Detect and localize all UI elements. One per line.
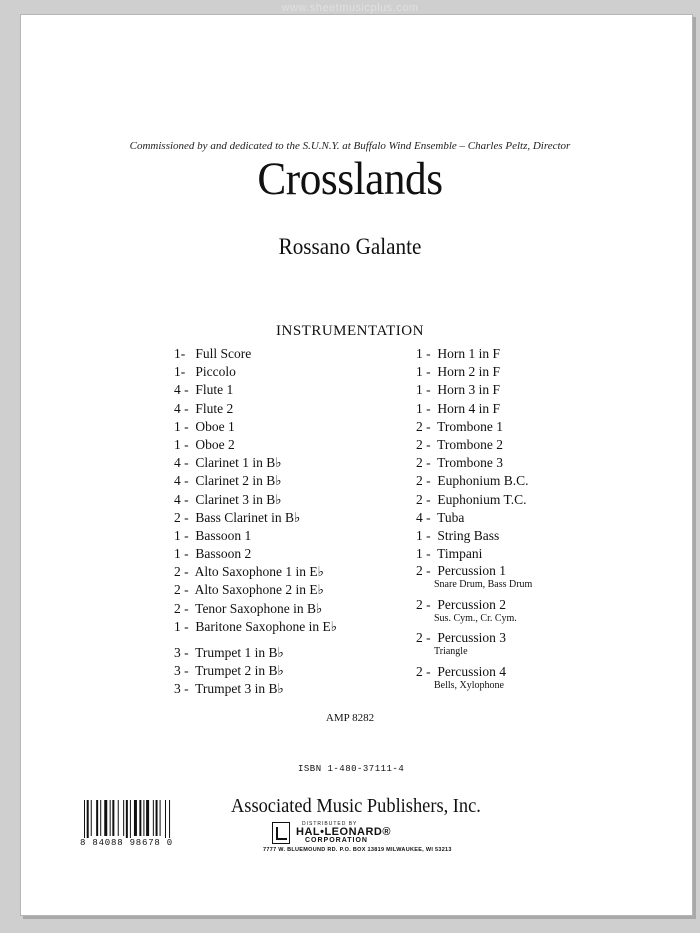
instrument-quantity: 2 - [416, 473, 431, 489]
instrument-item [174, 418, 337, 436]
instrument-list-right [416, 345, 532, 697]
instrument-item [174, 527, 337, 545]
instrument-name: Horn 4 in F [437, 400, 501, 416]
instrument-name: Piccolo [195, 364, 236, 380]
instrument-quantity: 1 - [174, 618, 189, 634]
instrument-item [416, 454, 532, 472]
instrument-item [416, 436, 532, 454]
instrument-item [416, 509, 532, 527]
barcode-digits: 8 84088 98678 0 [80, 838, 200, 848]
instrument-item [174, 581, 337, 599]
instrumentation-heading: INSTRUMENTATION [276, 323, 424, 339]
instrument-detail: Sus. Cym., Cr. Cym. [434, 612, 517, 624]
instrument-quantity: 2 - [416, 663, 431, 679]
instrument-item [416, 363, 532, 381]
instrument-quantity: 2 - [416, 418, 431, 434]
instrument-name: Oboe 1 [195, 418, 235, 434]
instrument-quantity: 1 - [174, 436, 189, 452]
instrument-name: Clarinet 3 in B♭ [195, 491, 282, 507]
barcode-bar [84, 800, 85, 840]
instrument-name: Trumpet 2 in B♭ [195, 663, 284, 679]
barcode-bar [169, 800, 170, 840]
instrument-name: Trombone 3 [437, 455, 504, 471]
instrument-name: Trombone 1 [437, 418, 504, 434]
instrument-item [174, 491, 337, 509]
instrument-quantity: 2 - [416, 596, 431, 612]
instrument-item [174, 545, 337, 563]
instrument-quantity: 4 - [174, 382, 189, 398]
instrument-name: Tuba [437, 509, 465, 525]
instrument-item [174, 381, 337, 399]
composer-name: Rossano Galante [278, 234, 422, 259]
instrument-item [174, 600, 337, 618]
instrument-name: Alto Saxophone 1 in E♭ [194, 564, 324, 580]
instrument-quantity: 1 - [174, 527, 189, 543]
instrument-quantity: 3 - [174, 645, 189, 660]
instrument-name: Bassoon 1 [195, 527, 252, 543]
instrument-quantity: 3 - [174, 681, 189, 697]
instrument-quantity: 1 - [416, 364, 431, 380]
instrument-item [174, 680, 337, 698]
instrument-item [174, 509, 337, 527]
barcode-bar [130, 800, 131, 840]
instrument-name: Bass Clarinet in B♭ [195, 509, 301, 525]
instrument-quantity: 2 - [416, 563, 431, 579]
instrument-quantity: 2 - [416, 436, 431, 452]
barcode-bar [104, 800, 107, 836]
instrument-name: Tenor Saxophone in B♭ [195, 600, 323, 616]
distributor-corp: CORPORATION [305, 837, 368, 844]
page-title: Crosslands [257, 153, 443, 205]
instrument-name: Trumpet 1 in B♭ [195, 645, 284, 660]
instrument-quantity: 2 - [416, 455, 431, 471]
instrument-item [174, 644, 337, 662]
instrument-name: Flute 1 [195, 382, 234, 398]
instrument-name: Percussion 4 [437, 663, 506, 679]
hal-leonard-logo-icon [272, 822, 290, 844]
instrument-item [416, 630, 532, 645]
instrument-name: Percussion 3 [437, 630, 506, 646]
instrument-item [416, 472, 532, 490]
instrument-quantity: 4 - [174, 455, 189, 471]
instrument-item [416, 418, 532, 436]
instrument-quantity: 2 - [416, 630, 431, 646]
barcode-bar [123, 800, 124, 836]
instrument-item [416, 400, 532, 418]
instrument-quantity: 2 - [416, 491, 431, 507]
dedication: Commissioned by and dedicated to the S.U.N.Y. at Buffalo Wind Ensemble – Charles Peltz, Director [129, 140, 571, 152]
instrument-item [174, 436, 337, 454]
instrument-quantity: 4 - [416, 509, 431, 525]
barcode-bar [160, 800, 161, 836]
instrument-name: Horn 3 in F [437, 382, 501, 398]
instrument-item [174, 563, 337, 581]
barcode-bar [143, 800, 144, 836]
barcode-bar [126, 800, 128, 840]
instrument-name: Baritone Saxophone in E♭ [195, 618, 338, 634]
instrument-quantity: 2 - [174, 582, 189, 598]
instrument-item [416, 345, 532, 363]
instrument-quantity: 4 - [174, 491, 189, 507]
instrument-name: Timpani [437, 546, 483, 562]
instrument-quantity: 4 - [174, 400, 189, 416]
instrument-item [416, 545, 532, 563]
instrument-detail: Triangle [434, 646, 468, 658]
barcode-bar [110, 800, 111, 836]
barcode-bar [156, 800, 158, 836]
instrument-quantity: 1 - [416, 546, 431, 562]
barcode-bar [146, 800, 149, 836]
instrument-name: Euphonium B.C. [437, 473, 529, 489]
instrument-name: String Bass [437, 527, 500, 543]
barcode-bar [118, 800, 119, 836]
instrument-name: Alto Saxophone 2 in E♭ [194, 582, 324, 598]
barcode-bar [87, 800, 89, 840]
instrument-item [174, 400, 337, 418]
barcode-bar [165, 800, 166, 840]
instrument-name: Euphonium T.C. [437, 491, 527, 507]
isbn: ISBN 1-480-37111-4 [298, 764, 405, 774]
instrument-quantity: 1- [174, 364, 186, 380]
instrument-quantity: 1 - [416, 527, 431, 543]
instrument-quantity: 1 - [174, 418, 189, 434]
distributor-address: 7777 W. BLUEMOUND RD. P.O. BOX 13819 MILWAUKEE, WI 53213 [263, 847, 452, 853]
instrument-quantity: 2 - [174, 600, 189, 616]
barcode-bar [153, 800, 154, 836]
barcode-bar [100, 800, 101, 836]
instrument-quantity: 2 - [174, 509, 189, 525]
distributor-name: HAL•LEONARD® [296, 826, 391, 838]
barcode-bar [112, 800, 114, 836]
instrument-quantity: 2 - [174, 564, 189, 580]
instrument-item [416, 597, 532, 612]
instrument-item [174, 662, 337, 680]
instrument-name: Bassoon 2 [195, 546, 252, 562]
instrument-name: Oboe 2 [195, 436, 235, 452]
instrument-item [416, 381, 532, 399]
instrument-quantity: 1 - [416, 382, 431, 398]
instrument-quantity: 1 - [174, 546, 189, 562]
instrument-detail: Bells, Xylophone [434, 679, 504, 691]
instrument-name: Horn 1 in F [437, 346, 501, 361]
barcode-bar [91, 800, 92, 836]
instrument-name: Flute 2 [195, 400, 234, 416]
instrument-name: Clarinet 1 in B♭ [195, 455, 282, 471]
instrument-quantity: 4 - [174, 473, 189, 489]
instrument-detail: Snare Drum, Bass Drum [434, 579, 533, 591]
instrument-name: Horn 2 in F [437, 364, 501, 380]
instrument-quantity: 1 - [416, 400, 431, 416]
barcode-bars [80, 800, 198, 840]
instrument-name: Trombone 2 [437, 436, 504, 452]
instrument-item [174, 618, 337, 636]
watermark: www.sheetmusicplus.com [281, 2, 419, 14]
instrument-item [174, 363, 337, 381]
instrument-item [174, 454, 337, 472]
instrument-item [416, 664, 532, 679]
barcode-bar [139, 800, 141, 836]
instrument-item [174, 345, 337, 363]
instrument-item [416, 563, 532, 578]
instrument-item [416, 527, 532, 545]
instrument-list-left [174, 345, 337, 699]
publisher-name: Associated Music Publishers, Inc. [231, 795, 481, 817]
instrument-name: Trumpet 3 in B♭ [195, 681, 284, 697]
instrument-name: Full Score [195, 346, 252, 361]
instrument-quantity: 1- [174, 346, 186, 361]
barcode-bar [134, 800, 137, 836]
barcode-bar [96, 800, 98, 836]
distributor-logo [272, 821, 427, 845]
instrument-name: Clarinet 2 in B♭ [195, 473, 282, 489]
instrument-item [174, 472, 337, 490]
instrument-quantity: 3 - [174, 663, 189, 679]
catalog-number: AMP 8282 [325, 712, 375, 724]
instrument-name: Percussion 1 [437, 563, 506, 579]
distributor-tagline: DISTRIBUTED BY [302, 821, 358, 827]
instrument-item [416, 491, 532, 509]
instrument-quantity: 1 - [416, 346, 431, 361]
instrument-name: Percussion 2 [437, 596, 506, 612]
